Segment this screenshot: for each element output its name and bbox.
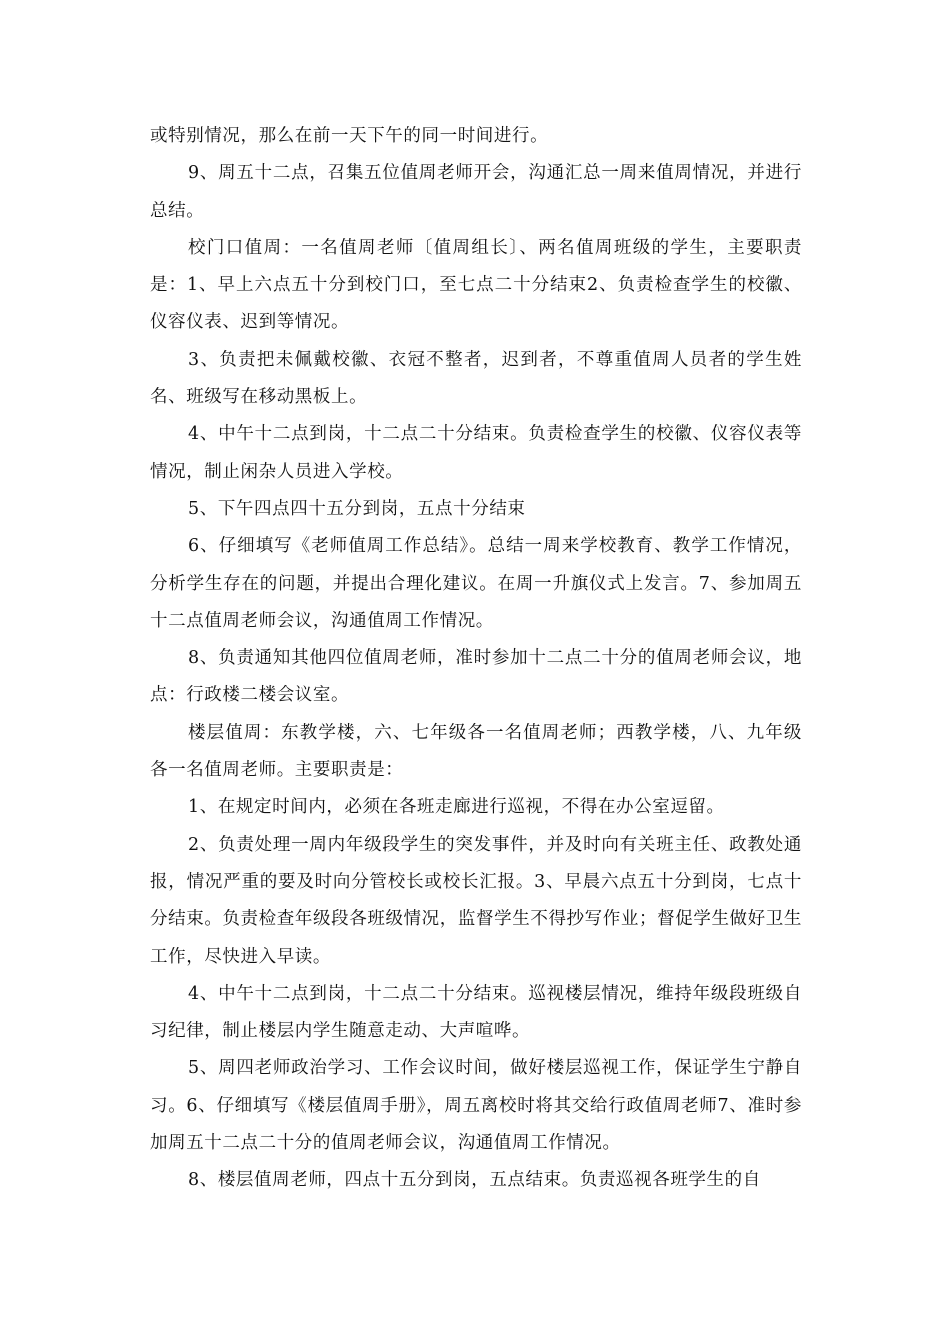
paragraph-gate-item-6: 6、仔细填写《老师值周工作总结》。总结一周来学校教育、教学工作情况，分析学生存在的问题，并提出合理化建议。在周一升旗仪式上发言。7、参加周五十二点值周老师会议，沟通值周工作情况。 xyxy=(150,536,802,631)
paragraph-gate-item-4: 4、中午十二点到岗，十二点二十分结束。负责检查学生的校徽、仪容仪表等情况，制止闲杂人员进入学校。 xyxy=(150,424,802,482)
paragraph-gate-item-5: 5、下午四点四十五分到岗，五点十分结束 xyxy=(188,498,526,519)
paragraph-gate-duty: 校门口值周：一名值周老师〔值周组长〕、两名值周班级的学生，主要职责是：1、早上六点五十分到校门口，至七点二十分结束2、负责检查学生的校徽、仪容仪表、迟到等情况。 xyxy=(150,237,802,333)
paragraph-gate-item-8: 8、负责通知其他四位值周老师，准时参加十二点二十分的值周老师会议，地点：行政楼二楼会议室。 xyxy=(150,648,802,706)
paragraph-gate-item-3: 3、负责把未佩戴校徽、衣冠不整者，迟到者，不尊重值周人员者的学生姓名、班级写在移动黑板上。 xyxy=(150,349,802,408)
paragraph-item-9: 9、周五十二点，召集五位值周老师开会，沟通汇总一周来值周情况，并进行总结。 xyxy=(150,163,802,221)
paragraph-floor-duty: 楼层值周：东教学楼，六、七年级各一名值周老师；西教学楼，八、九年级各一名值周老师。主要职责是： xyxy=(150,722,802,781)
paragraph-floor-item-4: 4、中午十二点到岗，十二点二十分结束。巡视楼层情况，维持年级段班级自习纪律，制止楼层内学生随意走动、大声喧哗。 xyxy=(150,983,802,1042)
paragraph-continuation: 或特别情况，那么在前一天下午的同一时间进行。 xyxy=(150,126,549,146)
paragraph-floor-item-5: 5、周四老师政治学习、工作会议时间，做好楼层巡视工作，保证学生宁静自习。6、仔细填写《楼层值周手册》，周五离校时将其交给行政值周老师7、准时参加周五十二点二十分的值周老师会议，沟通值周工作情况。 xyxy=(150,1058,802,1154)
paragraph-floor-item-1: 1、在规定时间内，必须在各班走廊进行巡视，不得在办公室逗留。 xyxy=(188,797,725,818)
document-page xyxy=(150,118,802,1200)
paragraph-floor-item-2: 2、负责处理一周内年级段学生的突发事件，并及时向有关班主任、政教处通报，情况严重的要及时向分管校长或校长汇报。3、早晨六点五十分到岗，七点十分结束。负责检查年级段各班级情况，监督学生不得抄写作业；督促学生做好卫生工作，尽快进入早读。 xyxy=(150,834,802,967)
paragraph-floor-item-8: 8、楼层值周老师，四点十五分到岗，五点结束。负责巡视各班学生的自 xyxy=(188,1170,761,1191)
